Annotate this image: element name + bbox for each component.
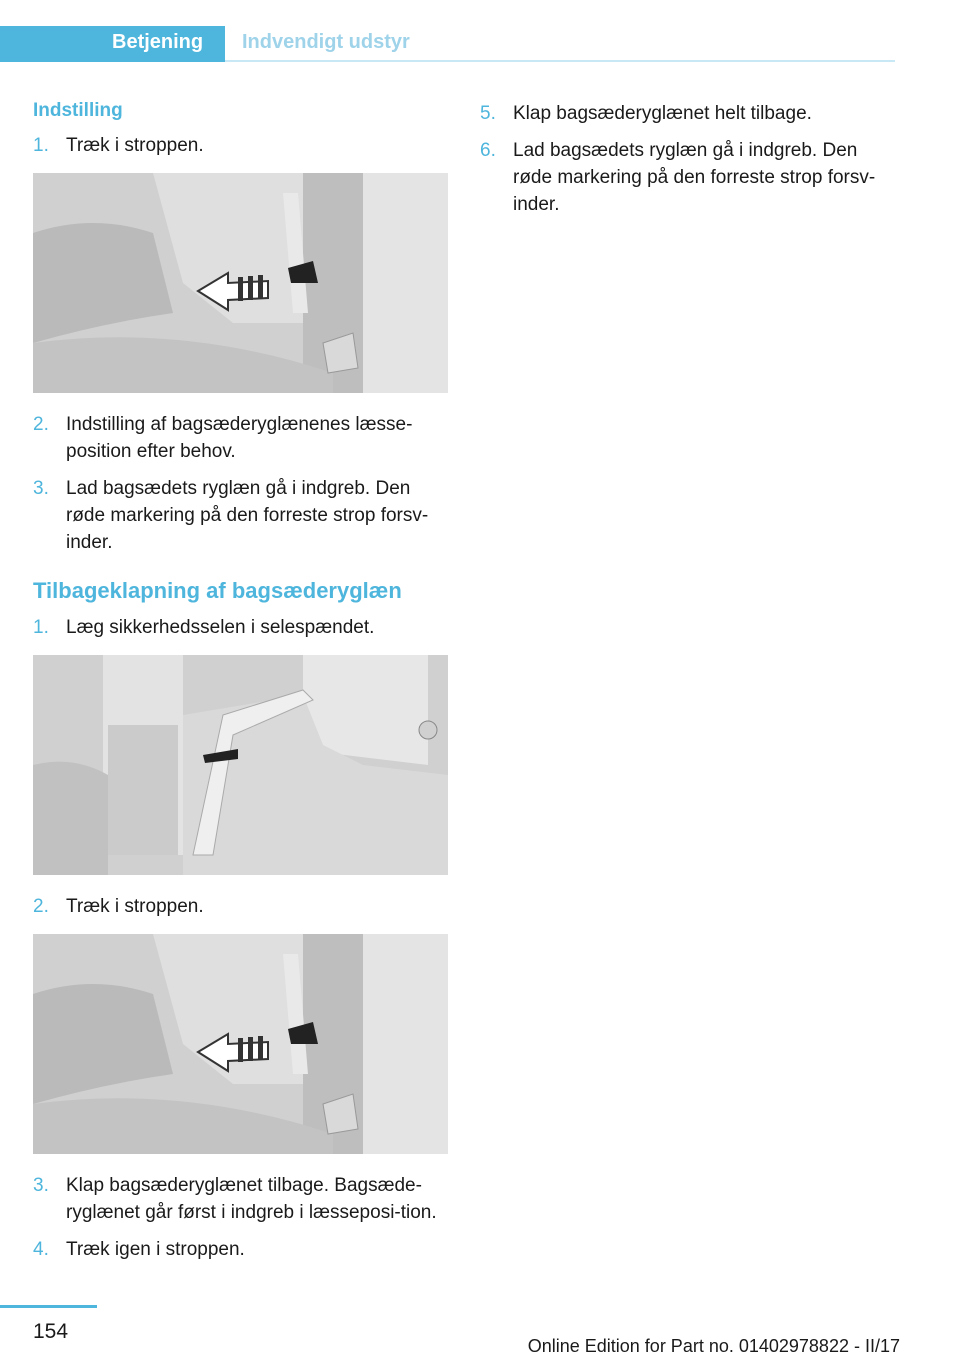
edition-note: Online Edition for Part no. 01402978822 - II/17 <box>527 1336 900 1356</box>
list-item <box>33 1236 448 1263</box>
step-number: 2. <box>33 896 49 917</box>
list-item <box>33 614 448 641</box>
list-item <box>33 475 448 556</box>
step-number: 3. <box>33 478 49 499</box>
seatbelt-buckle-illustration <box>33 655 448 875</box>
list-item <box>33 1172 448 1226</box>
step-text: Læg sikkerhedsselen i selespændet. <box>66 617 375 638</box>
step-text: Lad bagsædets ryglæn gå i indgreb. Den røde markering på den forreste strop forsv-inder. <box>513 140 876 215</box>
header-rule <box>225 60 895 62</box>
step-text: Klap bagsæderyglænet tilbage. Bagsæde-ryglænet går først i indgreb i læsseposi-tion. <box>66 1175 437 1223</box>
list-item <box>33 411 448 465</box>
step-text: Træk i stroppen. <box>66 896 204 917</box>
page-number: 154 <box>33 1320 69 1343</box>
strap-pull-illustration-2 <box>33 934 448 1154</box>
step-text: Træk igen i stroppen. <box>66 1239 245 1260</box>
header-section-tab: Betjening <box>0 26 225 62</box>
step-text: Indstilling af bagsæderyglænenes læsse-position efter behov. <box>66 414 413 462</box>
list-item <box>33 132 448 159</box>
list-item <box>480 137 895 218</box>
fold-section-title: Tilbageklapning af bagsæderyglæn <box>33 578 402 603</box>
step-text: Lad bagsædets ryglæn gå i indgreb. Den røde markering på den forreste strop forsv-inder. <box>66 478 429 553</box>
list-item <box>33 893 448 920</box>
header-chapter-tab: Indvendigt udstyr <box>242 31 410 53</box>
step-number: 5. <box>480 103 496 124</box>
step-text: Klap bagsæderyglænet helt tilbage. <box>513 103 812 124</box>
step-number: 6. <box>480 140 496 161</box>
right-column <box>480 100 895 228</box>
step-text: Træk i stroppen. <box>66 135 204 156</box>
left-column <box>33 100 448 1273</box>
footer-rule <box>0 1305 97 1308</box>
adjust-heading: Indstilling <box>33 100 123 121</box>
step-number: 1. <box>33 617 49 638</box>
page-header <box>0 0 895 62</box>
step-number: 1. <box>33 135 49 156</box>
list-item <box>480 100 895 127</box>
step-number: 4. <box>33 1239 49 1260</box>
strap-pull-illustration <box>33 173 448 393</box>
step-number: 2. <box>33 414 49 435</box>
step-number: 3. <box>33 1175 49 1196</box>
